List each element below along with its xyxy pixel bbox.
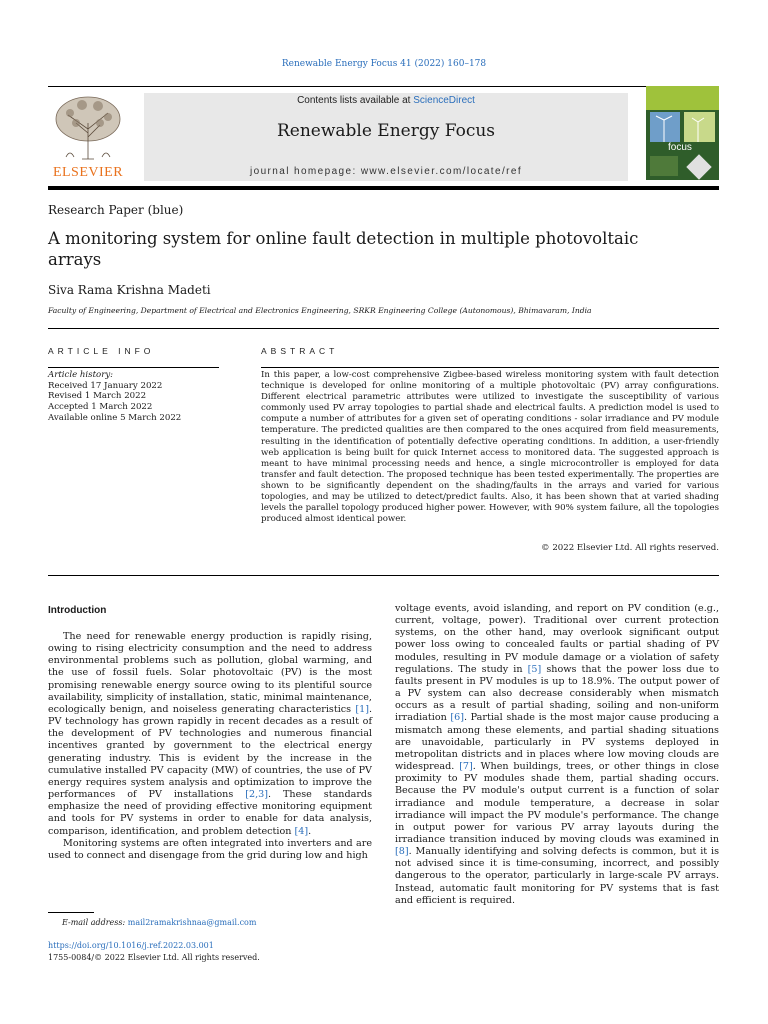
section-rule	[48, 328, 719, 329]
abstract-copyright: © 2022 Elsevier Ltd. All rights reserved.	[541, 543, 719, 553]
abstract-text: In this paper, a low-cost comprehensive Zigbee-based wireless monitoring system with fault detection technique is developed for online monitoring of a multiple photovoltaic (PV) array configurations. Different electrical parametric attributes were utilized to investigate the susceptibility of various commonly used PV array topologies to partial shade and electrical faults. A prediction model is used to compute a number of attributes for a given set of operating conditions - solar irradiance and PV module temperature. The predicted qualities are then compared to the ones acquired from field measurements, resulting in the identification of potentially defective operating conditions. In addition, a user-friendly web application is being built for quick Internet access to monitored data. The suggested approach is meant to have minimal processing needs and hence, a single microcontroller is employed for data transfer and fault detection. The proposed technique has been tested experimentally. The properties are shown to be significantly dependent on the shading/faults in the arrays and varied for various topologies, and may be utilized to detect/predict faults. Also, it has been shown that at varied shading levels the parallel topology produced higher power. However, with 90% system failure, all the topologies produced almost identical power.	[261, 370, 719, 525]
paper-type: Research Paper (blue)	[48, 203, 184, 217]
abstract-rule	[261, 367, 719, 368]
citation-4[interactable]: [4]	[294, 825, 309, 837]
intro-paragraph-2: Monitoring systems are often integrated into inverters and are used to connect and disengage from the grid during low and high	[48, 837, 372, 861]
online-date: Available online 5 March 2022	[48, 412, 182, 423]
author-email-link[interactable]: mail2ramakrishnaa@gmail.com	[127, 918, 257, 927]
article-history-label: Article history:	[48, 370, 114, 380]
sciencedirect-link[interactable]: ScienceDirect	[413, 95, 475, 106]
citation-6[interactable]: [6]	[450, 712, 464, 724]
body-column-left	[48, 631, 372, 862]
cover-focus-text: focus	[668, 142, 692, 153]
citation-2-3[interactable]: [2,3]	[245, 789, 268, 801]
citation-5[interactable]: [5]	[527, 663, 542, 675]
body-rule	[48, 575, 719, 576]
article-info-rule	[48, 367, 219, 368]
introduction-heading: Introduction	[48, 605, 107, 616]
article-info-heading: ARTICLE INFO	[48, 346, 155, 356]
doi-link[interactable]	[48, 941, 214, 950]
author-affiliation: Faculty of Engineering, Department of Electrical and Electronics Engineering, SRKR Engineering College (Autonomous), Bhimavaram, India	[48, 306, 592, 315]
article-history	[48, 370, 223, 424]
contents-availability	[144, 95, 628, 106]
citation-8[interactable]: [8]	[395, 846, 409, 858]
author-email-footnote	[62, 918, 256, 927]
intro-paragraph-1: The need for renewable energy production is rapidly rising, owing to rising electricity consumption and the need to address environmental problems such as pollution, global warming, and the use of fossil fuels. Solar photovoltaic (PV) is the most promising renewable energy source owing to its plentiful source availability, simplicity of installation, static, minimal maintenance, ecologically benign, and noiseless generating characteristics [1]. PV technology has grown rapidly in recent decades as a result of the development of PV technologies and numerous financial incentives granted by government to the electrical energy generating industry. This is evident by the increase in the cumulative installed PV capacity (MW) of countries, the use of PV energy requires system analysis and optimization to improve the performances of PV installations [2,3]. These standards emphasize the need of providing effective monitoring equipment and tools for PV systems in order to enable for data analysis, comparison, identification, and problem detection [4].	[48, 631, 372, 837]
doi-link-text[interactable]: https://doi.org/10.1016/j.ref.2022.03.001	[48, 941, 214, 950]
paper-title: A monitoring system for online fault detection in multiple photovoltaic arrays	[48, 229, 639, 269]
revised-date: Revised 1 March 2022	[48, 391, 147, 402]
journal-title: Renewable Energy Focus	[276, 121, 496, 141]
header-bottom-rule	[48, 186, 719, 190]
abstract-heading: ABSTRACT	[261, 346, 339, 356]
body-column-right	[395, 603, 719, 907]
footnote-rule	[48, 912, 94, 913]
intro-paragraph-continued: voltage events, avoid islanding, and report on PV condition (e.g., current, voltage, power). Traditional over current protection systems, on the other hand, may overlook significant output power loss owing to concealed faults or partial shading of PV modules, resulting in PV module damage or a violation of safety regulations. The study in [5] shows that the power loss due to faults present in PV modules is up to 18.9%. The output power of a PV system can also decrease considerably when mismatch occurs as a result of partial shading, soiling and non-uniform irradiation [6]. Partial shade is the most major cause producing a mismatch among these elements, and partial shading situations are unavoidable, particularly in PV systems deployed in metropolitan districts and in places where low moving clouds are widespread. [7]. When buildings, trees, or other things in close proximity to PV modules shade them, partial shading occurs. Because the PV module's output current is a function of solar irradiance and module temperature, a decrease in solar irradiance will impact the PV module's performance. The change in output power for various PV array layouts during the irradiance transition induced by moving clouds was examined in [8]. Manually identifying and solving defects is common, but it is not advised since it is time-consuming, incorrect, and possibly dangerous to the operator, particularly in large-scale PV arrays. Instead, automatic fault monitoring for PV systems that is fast and efficient is required.	[395, 603, 720, 906]
email-label: E-mail address:	[62, 918, 128, 927]
accepted-date: Accepted 1 March 2022	[48, 402, 153, 413]
received-date: Received 17 January 2022	[48, 380, 163, 391]
issn-copyright: 1755-0084/© 2022 Elsevier Ltd. All rights reserved.	[48, 953, 260, 962]
header-top-rule	[48, 86, 719, 87]
citation-7[interactable]: [7]	[459, 761, 473, 773]
journal-cover-image	[646, 86, 719, 180]
journal-reference[interactable]: Renewable Energy Focus 41 (2022) 160–178	[281, 59, 487, 69]
author-name[interactable]: Siva Rama Krishna Madeti	[48, 283, 211, 297]
journal-homepage[interactable]: journal homepage: www.elsevier.com/locate/ref	[250, 166, 522, 177]
elsevier-wordmark: ELSEVIER	[52, 165, 124, 180]
contents-prefix: Contents lists available at	[297, 95, 414, 106]
citation-1[interactable]: [1]	[355, 703, 369, 715]
